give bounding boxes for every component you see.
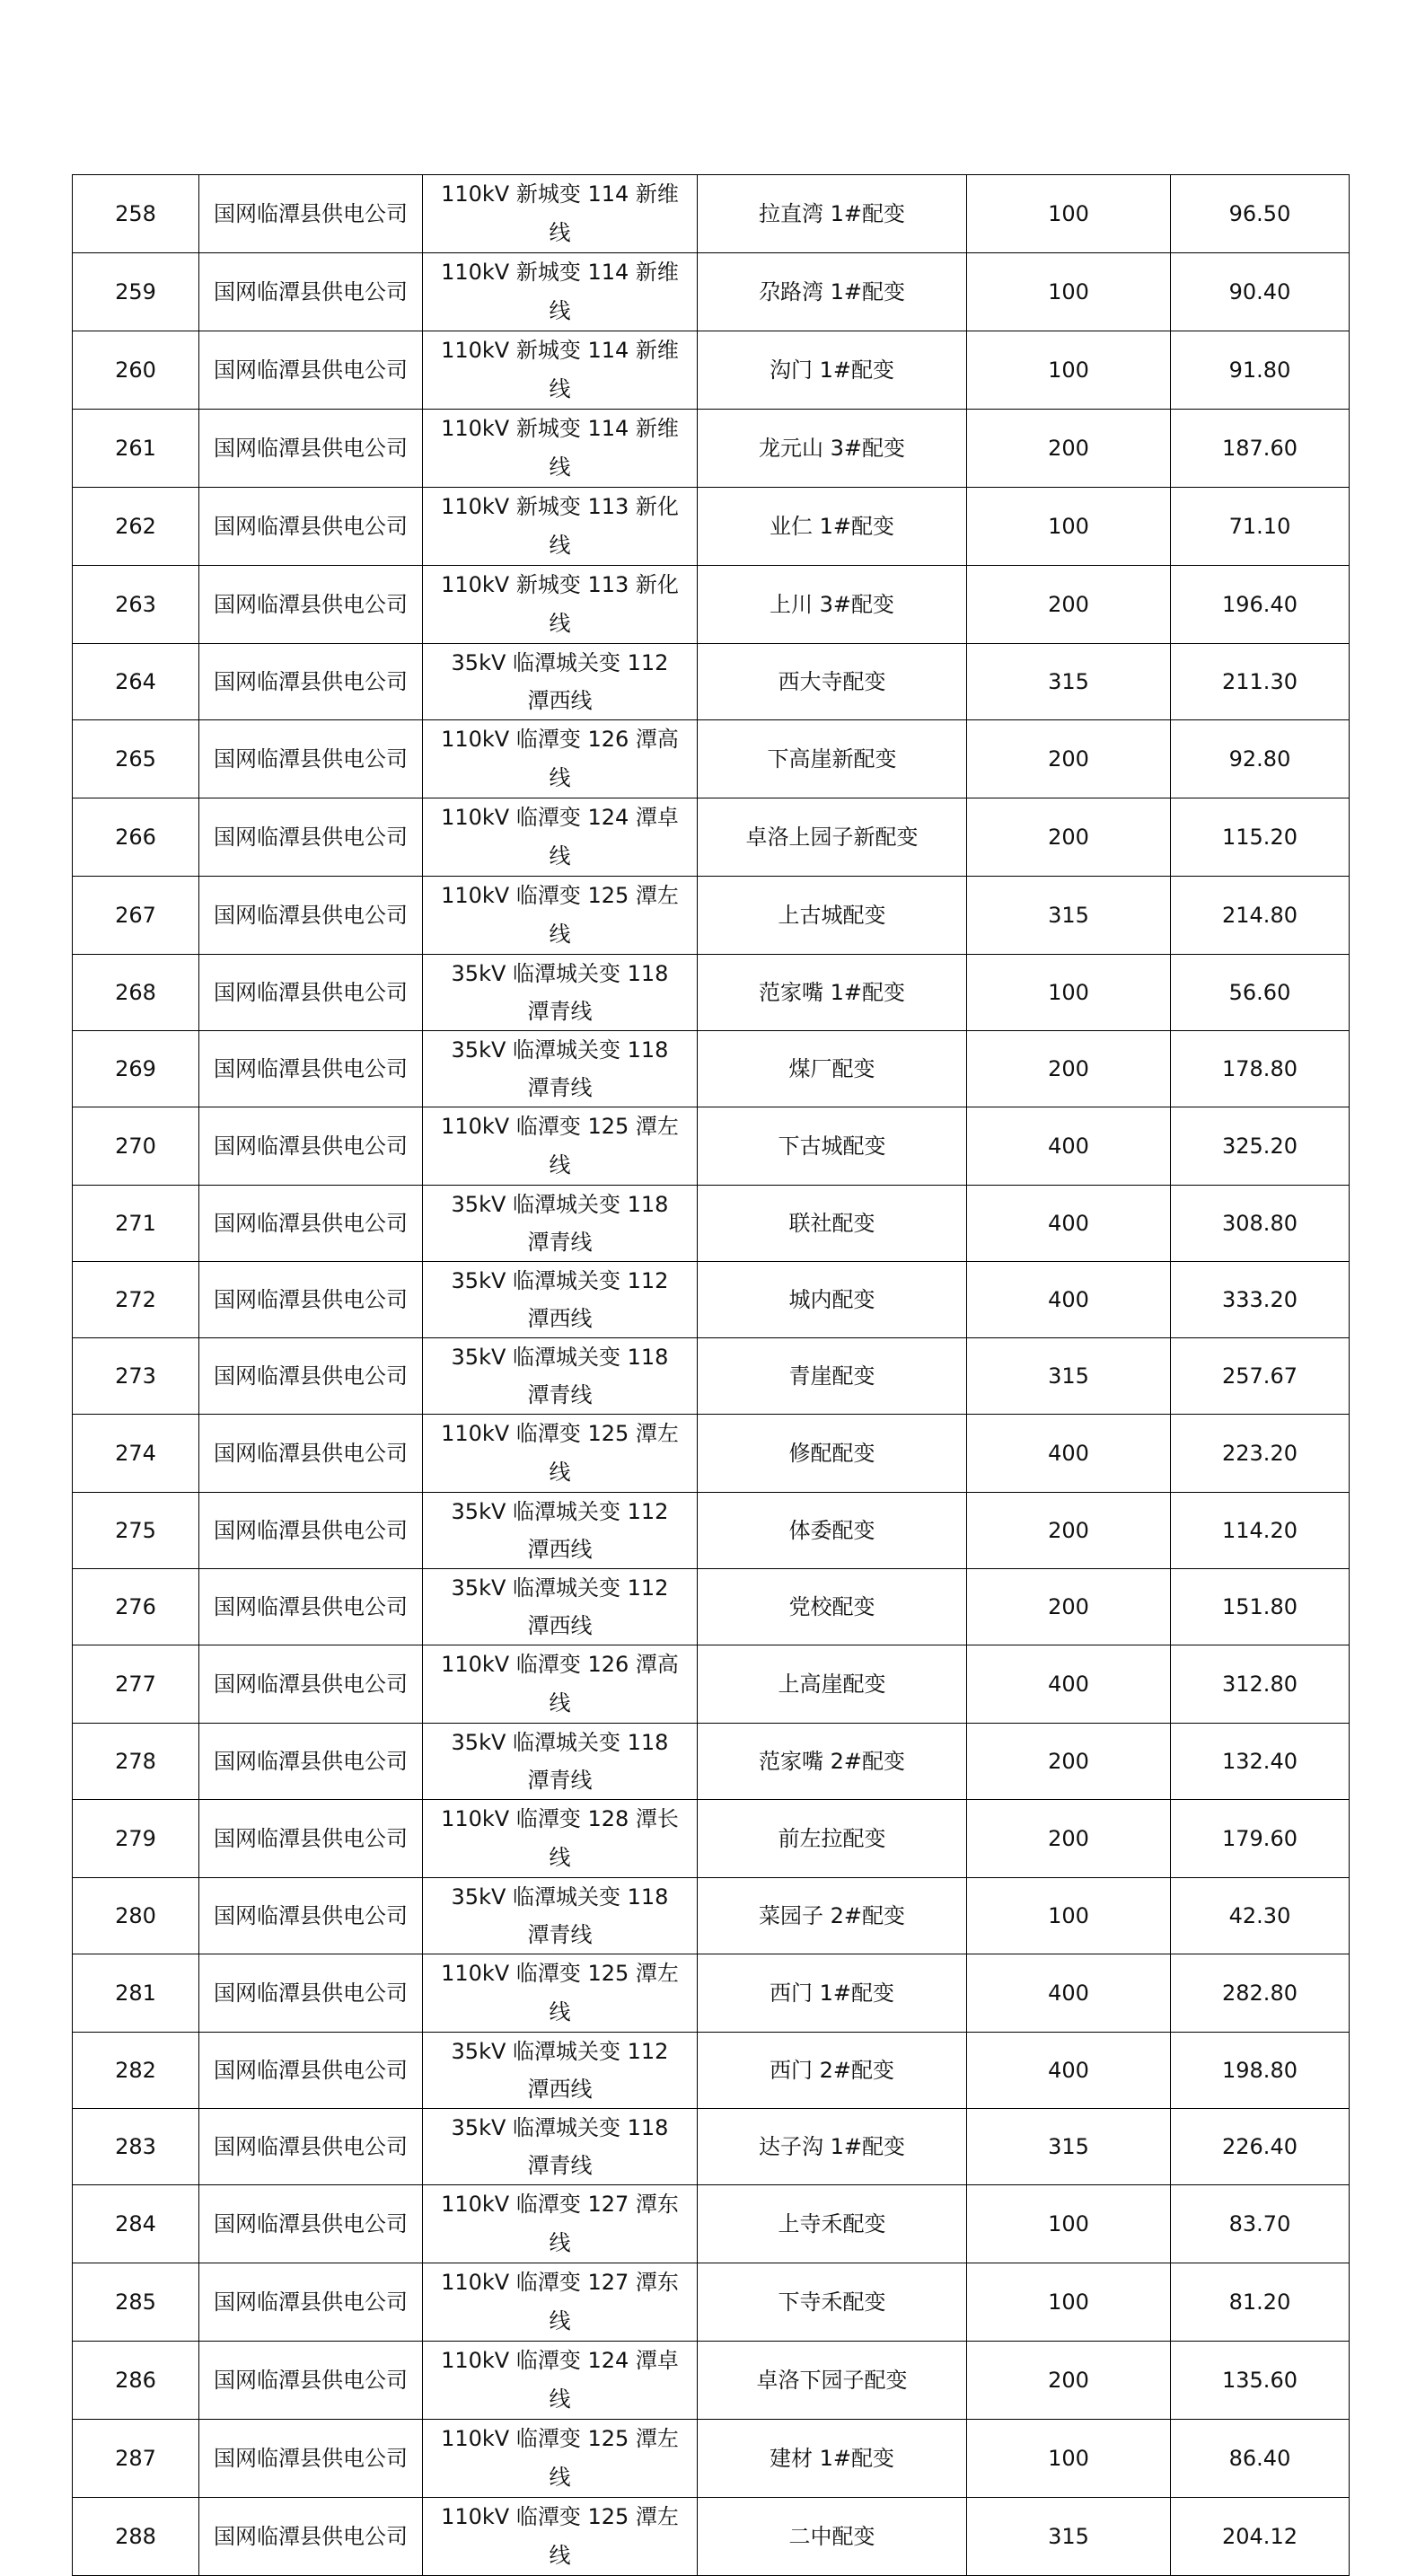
transformer-name-cell: 上寺禾配变 — [698, 2185, 967, 2263]
feeder-line-cell: 110kV 新城变 114 新维线 — [423, 331, 698, 410]
row-number-cell: 272 — [73, 1262, 199, 1338]
feeder-line-cell: 35kV 临潭城关变 112 潭西线 — [423, 2033, 698, 2109]
capacity-cell: 400 — [967, 1107, 1171, 1186]
table-row — [73, 2342, 1350, 2420]
table-row — [73, 2109, 1350, 2185]
table-body — [73, 175, 1350, 2576]
company-cell: 国网临潭县供电公司 — [199, 1493, 423, 1569]
company-cell: 国网临潭县供电公司 — [199, 566, 423, 644]
company-cell: 国网临潭县供电公司 — [199, 2420, 423, 2498]
table-row — [73, 175, 1350, 253]
row-number-cell: 281 — [73, 1954, 199, 2033]
transformer-name-cell: 下高崖新配变 — [698, 720, 967, 798]
capacity-cell: 100 — [967, 1878, 1171, 1954]
capacity-cell: 400 — [967, 1415, 1171, 1493]
value-cell: 325.20 — [1171, 1107, 1350, 1186]
value-cell: 151.80 — [1171, 1569, 1350, 1645]
capacity-cell: 200 — [967, 1493, 1171, 1569]
row-number-cell: 265 — [73, 720, 199, 798]
value-cell: 204.12 — [1171, 2498, 1350, 2576]
row-number-cell: 268 — [73, 955, 199, 1031]
row-number-cell: 262 — [73, 488, 199, 566]
capacity-cell: 200 — [967, 720, 1171, 798]
value-cell: 214.80 — [1171, 877, 1350, 955]
row-number-cell: 271 — [73, 1186, 199, 1262]
feeder-line-cell: 110kV 临潭变 125 潭左线 — [423, 877, 698, 955]
row-number-cell: 282 — [73, 2033, 199, 2109]
capacity-cell: 315 — [967, 877, 1171, 955]
value-cell: 96.50 — [1171, 175, 1350, 253]
table-row — [73, 2033, 1350, 2109]
capacity-cell: 315 — [967, 644, 1171, 720]
company-cell: 国网临潭县供电公司 — [199, 877, 423, 955]
transformer-name-cell: 修配配变 — [698, 1415, 967, 1493]
value-cell: 56.60 — [1171, 955, 1350, 1031]
feeder-line-cell: 35kV 临潭城关变 118 潭青线 — [423, 955, 698, 1031]
company-cell: 国网临潭县供电公司 — [199, 644, 423, 720]
company-cell: 国网临潭县供电公司 — [199, 1107, 423, 1186]
row-number-cell: 274 — [73, 1415, 199, 1493]
company-cell: 国网临潭县供电公司 — [199, 331, 423, 410]
value-cell: 187.60 — [1171, 410, 1350, 488]
transformer-name-cell: 青崖配变 — [698, 1338, 967, 1415]
company-cell: 国网临潭县供电公司 — [199, 2109, 423, 2185]
table-row — [73, 566, 1350, 644]
feeder-line-cell: 110kV 临潭变 126 潭高线 — [423, 1645, 698, 1724]
value-cell: 226.40 — [1171, 2109, 1350, 2185]
table-row — [73, 644, 1350, 720]
capacity-cell: 400 — [967, 1645, 1171, 1724]
table-row — [73, 1338, 1350, 1415]
capacity-cell: 200 — [967, 1031, 1171, 1107]
table-row — [73, 798, 1350, 877]
feeder-line-cell: 110kV 临潭变 127 潭东线 — [423, 2263, 698, 2342]
value-cell: 308.80 — [1171, 1186, 1350, 1262]
company-cell: 国网临潭县供电公司 — [199, 720, 423, 798]
row-number-cell: 259 — [73, 253, 199, 331]
capacity-cell: 200 — [967, 1724, 1171, 1800]
value-cell: 135.60 — [1171, 2342, 1350, 2420]
table-row — [73, 2263, 1350, 2342]
capacity-cell: 400 — [967, 2033, 1171, 2109]
row-number-cell: 273 — [73, 1338, 199, 1415]
company-cell: 国网临潭县供电公司 — [199, 1878, 423, 1954]
capacity-cell: 100 — [967, 175, 1171, 253]
company-cell: 国网临潭县供电公司 — [199, 2263, 423, 2342]
table-row — [73, 2498, 1350, 2576]
feeder-line-cell: 35kV 临潭城关变 112 潭西线 — [423, 1493, 698, 1569]
company-cell: 国网临潭县供电公司 — [199, 1954, 423, 2033]
capacity-cell: 100 — [967, 2420, 1171, 2498]
feeder-line-cell: 110kV 临潭变 124 潭卓线 — [423, 2342, 698, 2420]
row-number-cell: 267 — [73, 877, 199, 955]
capacity-cell: 100 — [967, 488, 1171, 566]
table-row — [73, 955, 1350, 1031]
company-cell: 国网临潭县供电公司 — [199, 1415, 423, 1493]
company-cell: 国网临潭县供电公司 — [199, 955, 423, 1031]
transformer-name-cell: 西门 2#配变 — [698, 2033, 967, 2109]
value-cell: 90.40 — [1171, 253, 1350, 331]
value-cell: 71.10 — [1171, 488, 1350, 566]
value-cell: 333.20 — [1171, 1262, 1350, 1338]
capacity-cell: 200 — [967, 566, 1171, 644]
feeder-line-cell: 110kV 新城变 114 新维线 — [423, 253, 698, 331]
company-cell: 国网临潭县供电公司 — [199, 798, 423, 877]
feeder-line-cell: 110kV 临潭变 125 潭左线 — [423, 1954, 698, 2033]
company-cell: 国网临潭县供电公司 — [199, 1031, 423, 1107]
row-number-cell: 260 — [73, 331, 199, 410]
capacity-cell: 100 — [967, 955, 1171, 1031]
table-row — [73, 1878, 1350, 1954]
transformer-name-cell: 城内配变 — [698, 1262, 967, 1338]
table-row — [73, 488, 1350, 566]
feeder-line-cell: 110kV 新城变 113 新化线 — [423, 488, 698, 566]
transformer-name-cell: 拉直湾 1#配变 — [698, 175, 967, 253]
company-cell: 国网临潭县供电公司 — [199, 2033, 423, 2109]
transformer-name-cell: 菜园子 2#配变 — [698, 1878, 967, 1954]
transformer-name-cell: 下寺禾配变 — [698, 2263, 967, 2342]
transformer-name-cell: 尕路湾 1#配变 — [698, 253, 967, 331]
value-cell: 115.20 — [1171, 798, 1350, 877]
row-number-cell: 266 — [73, 798, 199, 877]
transformer-name-cell: 卓洛上园子新配变 — [698, 798, 967, 877]
value-cell: 114.20 — [1171, 1493, 1350, 1569]
capacity-cell: 315 — [967, 2498, 1171, 2576]
feeder-line-cell: 35kV 临潭城关变 118 潭青线 — [423, 1186, 698, 1262]
table-row — [73, 2185, 1350, 2263]
company-cell: 国网临潭县供电公司 — [199, 488, 423, 566]
row-number-cell: 280 — [73, 1878, 199, 1954]
table-row — [73, 1107, 1350, 1186]
table-row — [73, 1724, 1350, 1800]
table-row — [73, 877, 1350, 955]
company-cell: 国网临潭县供电公司 — [199, 1724, 423, 1800]
transformer-name-cell: 上古城配变 — [698, 877, 967, 955]
table-row — [73, 1800, 1350, 1878]
row-number-cell: 288 — [73, 2498, 199, 2576]
row-number-cell: 283 — [73, 2109, 199, 2185]
value-cell: 282.80 — [1171, 1954, 1350, 2033]
table-row — [73, 1031, 1350, 1107]
transformer-name-cell: 范家嘴 2#配变 — [698, 1724, 967, 1800]
feeder-line-cell: 110kV 临潭变 125 潭左线 — [423, 1107, 698, 1186]
capacity-cell: 100 — [967, 2185, 1171, 2263]
transformer-name-cell: 西门 1#配变 — [698, 1954, 967, 2033]
capacity-cell: 400 — [967, 1262, 1171, 1338]
capacity-cell: 200 — [967, 1800, 1171, 1878]
feeder-line-cell: 35kV 临潭城关变 112 潭西线 — [423, 1569, 698, 1645]
transformer-name-cell: 上川 3#配变 — [698, 566, 967, 644]
company-cell: 国网临潭县供电公司 — [199, 1186, 423, 1262]
row-number-cell: 269 — [73, 1031, 199, 1107]
table-row — [73, 1262, 1350, 1338]
table-row — [73, 1493, 1350, 1569]
value-cell: 132.40 — [1171, 1724, 1350, 1800]
company-cell: 国网临潭县供电公司 — [199, 253, 423, 331]
row-number-cell: 275 — [73, 1493, 199, 1569]
feeder-line-cell: 110kV 新城变 113 新化线 — [423, 566, 698, 644]
row-number-cell: 287 — [73, 2420, 199, 2498]
capacity-cell: 400 — [967, 1186, 1171, 1262]
value-cell: 81.20 — [1171, 2263, 1350, 2342]
row-number-cell: 276 — [73, 1569, 199, 1645]
transformer-name-cell: 达子沟 1#配变 — [698, 2109, 967, 2185]
transformer-name-cell: 煤厂配变 — [698, 1031, 967, 1107]
transformer-name-cell: 上高崖配变 — [698, 1645, 967, 1724]
capacity-cell: 100 — [967, 331, 1171, 410]
feeder-line-cell: 110kV 临潭变 125 潭左线 — [423, 2498, 698, 2576]
transformer-name-cell: 卓洛下园子配变 — [698, 2342, 967, 2420]
feeder-line-cell: 110kV 临潭变 124 潭卓线 — [423, 798, 698, 877]
value-cell: 211.30 — [1171, 644, 1350, 720]
table-row — [73, 2420, 1350, 2498]
company-cell: 国网临潭县供电公司 — [199, 1262, 423, 1338]
company-cell: 国网临潭县供电公司 — [199, 1645, 423, 1724]
capacity-cell: 200 — [967, 1569, 1171, 1645]
capacity-cell: 400 — [967, 1954, 1171, 2033]
table-row — [73, 1186, 1350, 1262]
value-cell: 198.80 — [1171, 2033, 1350, 2109]
row-number-cell: 261 — [73, 410, 199, 488]
transformer-name-cell: 沟门 1#配变 — [698, 331, 967, 410]
row-number-cell: 285 — [73, 2263, 199, 2342]
feeder-line-cell: 35kV 临潭城关变 118 潭青线 — [423, 1878, 698, 1954]
table-row — [73, 1645, 1350, 1724]
capacity-cell: 100 — [967, 253, 1171, 331]
feeder-line-cell: 110kV 临潭变 125 潭左线 — [423, 2420, 698, 2498]
value-cell: 42.30 — [1171, 1878, 1350, 1954]
feeder-line-cell: 35kV 临潭城关变 118 潭青线 — [423, 1724, 698, 1800]
row-number-cell: 277 — [73, 1645, 199, 1724]
company-cell: 国网临潭县供电公司 — [199, 2185, 423, 2263]
transformer-name-cell: 建材 1#配变 — [698, 2420, 967, 2498]
company-cell: 国网临潭县供电公司 — [199, 2498, 423, 2576]
row-number-cell: 279 — [73, 1800, 199, 1878]
row-number-cell: 286 — [73, 2342, 199, 2420]
table-row — [73, 410, 1350, 488]
table-row — [73, 331, 1350, 410]
table-row — [73, 253, 1350, 331]
value-cell: 223.20 — [1171, 1415, 1350, 1493]
feeder-line-cell: 110kV 新城变 114 新维线 — [423, 410, 698, 488]
feeder-line-cell: 110kV 临潭变 127 潭东线 — [423, 2185, 698, 2263]
table-row — [73, 1954, 1350, 2033]
value-cell: 257.67 — [1171, 1338, 1350, 1415]
transformer-name-cell: 前左拉配变 — [698, 1800, 967, 1878]
capacity-cell: 315 — [967, 2109, 1171, 2185]
transformer-name-cell: 龙元山 3#配变 — [698, 410, 967, 488]
table-row — [73, 720, 1350, 798]
transformer-name-cell: 体委配变 — [698, 1493, 967, 1569]
feeder-line-cell: 110kV 临潭变 126 潭高线 — [423, 720, 698, 798]
value-cell: 179.60 — [1171, 1800, 1350, 1878]
row-number-cell: 258 — [73, 175, 199, 253]
table-row — [73, 1569, 1350, 1645]
feeder-line-cell: 35kV 临潭城关变 118 潭青线 — [423, 1031, 698, 1107]
company-cell: 国网临潭县供电公司 — [199, 175, 423, 253]
company-cell: 国网临潭县供电公司 — [199, 1569, 423, 1645]
transformer-name-cell: 二中配变 — [698, 2498, 967, 2576]
row-number-cell: 284 — [73, 2185, 199, 2263]
company-cell: 国网临潭县供电公司 — [199, 2342, 423, 2420]
value-cell: 196.40 — [1171, 566, 1350, 644]
feeder-line-cell: 35kV 临潭城关变 118 潭青线 — [423, 2109, 698, 2185]
feeder-line-cell: 110kV 临潭变 128 潭长线 — [423, 1800, 698, 1878]
row-number-cell: 278 — [73, 1724, 199, 1800]
capacity-cell: 200 — [967, 2342, 1171, 2420]
capacity-cell: 315 — [967, 1338, 1171, 1415]
feeder-line-cell: 110kV 临潭变 125 潭左线 — [423, 1415, 698, 1493]
company-cell: 国网临潭县供电公司 — [199, 410, 423, 488]
value-cell: 86.40 — [1171, 2420, 1350, 2498]
transformer-name-cell: 范家嘴 1#配变 — [698, 955, 967, 1031]
value-cell: 83.70 — [1171, 2185, 1350, 2263]
value-cell: 178.80 — [1171, 1031, 1350, 1107]
row-number-cell: 263 — [73, 566, 199, 644]
capacity-cell: 200 — [967, 798, 1171, 877]
company-cell: 国网临潭县供电公司 — [199, 1338, 423, 1415]
row-number-cell: 264 — [73, 644, 199, 720]
feeder-line-cell: 35kV 临潭城关变 118 潭青线 — [423, 1338, 698, 1415]
value-cell: 91.80 — [1171, 331, 1350, 410]
transformer-table — [72, 174, 1350, 2576]
transformer-name-cell: 下古城配变 — [698, 1107, 967, 1186]
capacity-cell: 100 — [967, 2263, 1171, 2342]
capacity-cell: 200 — [967, 410, 1171, 488]
value-cell: 92.80 — [1171, 720, 1350, 798]
feeder-line-cell: 35kV 临潭城关变 112 潭西线 — [423, 1262, 698, 1338]
value-cell: 312.80 — [1171, 1645, 1350, 1724]
transformer-name-cell: 党校配变 — [698, 1569, 967, 1645]
feeder-line-cell: 110kV 新城变 114 新维线 — [423, 175, 698, 253]
table-row — [73, 1415, 1350, 1493]
transformer-name-cell: 业仁 1#配变 — [698, 488, 967, 566]
company-cell: 国网临潭县供电公司 — [199, 1800, 423, 1878]
transformer-name-cell: 西大寺配变 — [698, 644, 967, 720]
transformer-name-cell: 联社配变 — [698, 1186, 967, 1262]
row-number-cell: 270 — [73, 1107, 199, 1186]
feeder-line-cell: 35kV 临潭城关变 112 潭西线 — [423, 644, 698, 720]
